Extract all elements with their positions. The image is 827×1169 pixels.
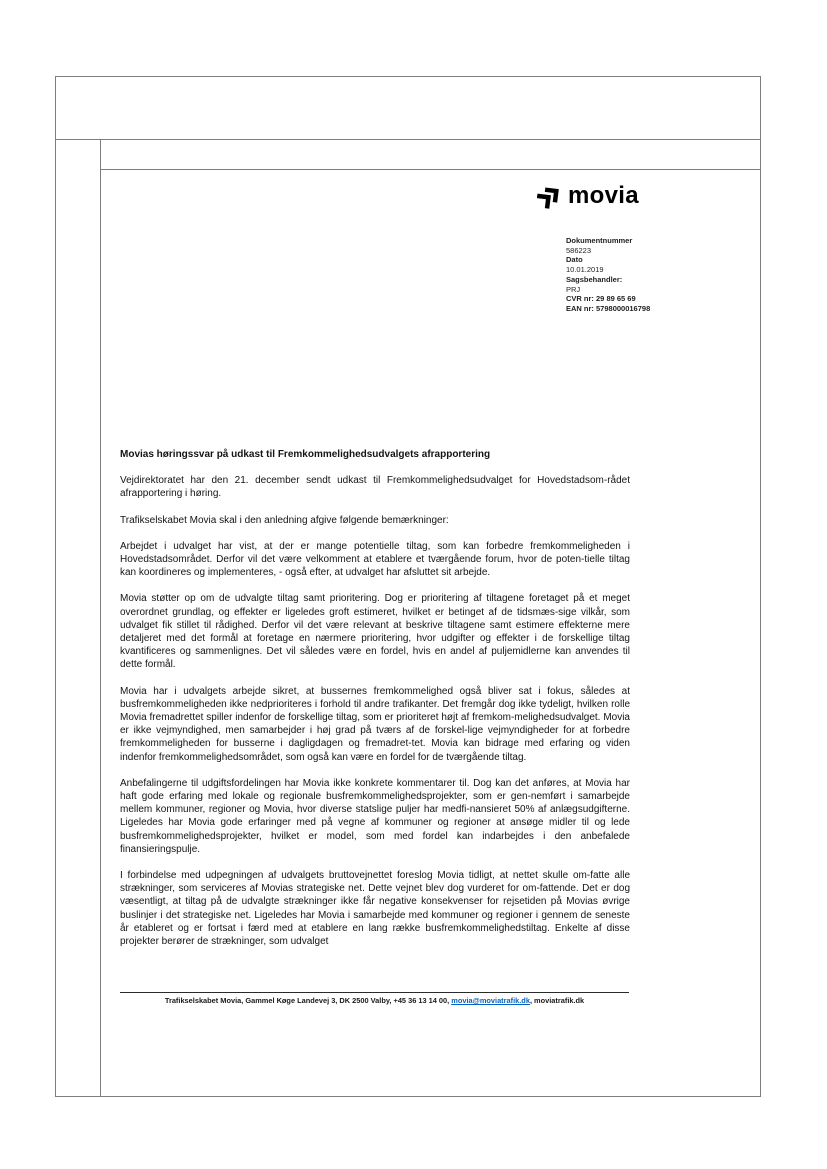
letter-body xyxy=(120,448,630,961)
footer-divider xyxy=(120,992,629,993)
meta-date-value: 10.01.2019 xyxy=(566,265,604,275)
meta-ean-label: EAN nr: xyxy=(566,303,594,313)
letter-paragraph: Trafikselskabet Movia skal i den anledning afgive følgende bemærkninger: xyxy=(120,514,449,526)
movia-logo-text: movia xyxy=(568,182,639,209)
meta-handler-value: PRJ xyxy=(566,284,581,294)
meta-cvr-line xyxy=(566,294,756,304)
frame-divider-top xyxy=(55,139,761,140)
letter-title: Movias høringssvar på udkast til Fremkommelighedsudvalgets afrapportering xyxy=(120,449,491,460)
letter-paragraph: Movia støtter op om de udvalgte tiltag samt prioritering. Dog er prioritering af tiltagene foretaget på et meget overordnet grundlag, og effekter er ligeledes groft estimeret, hvilket er betinget af de tidsmæs-sige vilkår, som udvalget fik stillet til rådighed. Derfor vil det være relevant at beskrive tiltagene samt estimere effekterne mere detaljeret med det formål at foretage en nærmere prioritering, hvor udgifter og effekter i de forskellige tiltag kvantificeres og sammenlignes. Det vil således være en fordel, hvis en andel af puljemidlerne kan anvendes til dette formål. xyxy=(120,593,630,671)
footer-text-left: Trafikselskabet Movia, Gammel Køge Landevej 3, DK 2500 Valby, +45 36 13 14 00, xyxy=(164,996,452,1005)
frame-divider-vertical xyxy=(100,139,101,1097)
meta-ean-value: 5798000016798 xyxy=(596,303,651,313)
meta-date-label: Dato xyxy=(566,255,583,265)
document-meta-block xyxy=(566,236,756,314)
meta-doc-number-value: 586223 xyxy=(566,245,592,255)
movia-chevrons-icon xyxy=(535,182,565,210)
letter-paragraph: Movia har i udvalgets arbejde sikret, at bussernes fremkommelighed også bliver sat i fokus, således at busfremkommeligheden ikke nedprioriteres i forhold til andre trafikanter. Det fremgår dog ikke tydeligt, hvilken rolle Movia fremadrettet spiller indenfor de forskellige tiltag, som er prioriteret højt af fremkom-melighedsudvalget. Movia er ikke vejmyndighed, men samarbejder i høj grad på tværs af de forskel-lige vejmyndigheder for at forbedre fremkommeligheden for busserne i dagligdagen og fremadret-tet. Movia kan bidrage med erfaring og viden indenfor fremkommelighedsområdet, som også kan være en fordel for de tværgående tiltag. xyxy=(120,685,630,763)
meta-doc-number-label: Dokumentnummer xyxy=(566,236,633,245)
meta-ean-line xyxy=(566,304,756,314)
letter-paragraph: Anbefalingerne til udgiftsfordelingen har Movia ikke konkrete kommentarer til. Dog kan det anføres, at Movia har haft gode erfaring med lokale og regionale busfremkommelighedsprojekter, som er gen-nemført i samarbejde mellem kommuner, regioner og Movia, hvor diverse statslige puljer har medfi-nansieret 50% af anlægsudgifterne. Ligeledes har Movia gode erfaringer med på vegne af kommuner og regioner at ansøge midler til og lede busfremkommelighedsprojekter, hvilket er model, som med fordel kan indarbejdes i den anbefalede finansieringspulje. xyxy=(120,777,630,855)
letter-paragraph: I forbindelse med udpegningen af udvalgets bruttovejnettet foreslog Movia tidligt, at nettet skulle om-fatte alle strækninger, som serviceres af Movias strategiske net. Dette vejnet blev dog vurderet for om-fattende. Det er dog væsentligt, at tiltag på de udvalgte strækninger ikke får negative konsekvenser for rejsetiden på Movias øvrige buslinjer i det strategiske net. Ligeledes har Movia i samarbejde med kommuner og regioner i gennem de seneste år etableret og er fortsat i færd med at etablere en lang række busfremkommelighedstiltag. Enkelte af disse projekter berører de strækninger, som udvalget xyxy=(120,870,630,948)
frame-divider-second xyxy=(100,169,761,170)
letter-paragraph: Arbejdet i udvalget har vist, at der er mange potentielle tiltag, som kan forbedre fremkommeligheden i Hovedstadsområdet. Derfor vil det være velkomment at etablere et tværgående forum, hvor de poten-tielle tiltag kan koordineres og implementeres, - også efter, at udvalget har afsluttet sit arbejde. xyxy=(120,540,630,579)
footer-text-right: , moviatrafik.dk xyxy=(529,996,585,1005)
footer-email-link[interactable]: movia@moviatrafik.dk xyxy=(451,996,530,1005)
meta-cvr-label: CVR nr: xyxy=(566,294,594,304)
footer-contact-line xyxy=(120,996,629,1005)
letter-paragraph: Vejdirektoratet har den 21. december sendt udkast til Fremkommelighedsudvalget for Hovedstadsom-rådet afrapportering i høring. xyxy=(120,475,630,500)
movia-logo xyxy=(535,182,639,210)
meta-cvr-value: 29 89 65 69 xyxy=(596,294,636,304)
meta-handler-label: Sagsbehandler: xyxy=(566,274,623,284)
